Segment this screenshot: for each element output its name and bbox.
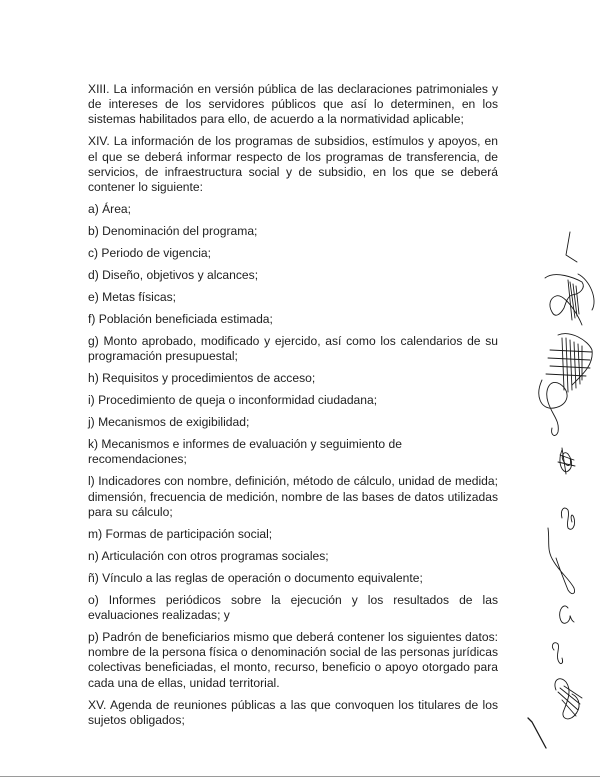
- signature-mark-6: [548, 528, 575, 594]
- signature-9: [555, 679, 582, 719]
- signature-mark-8: [552, 643, 562, 664]
- list-item-n: n) Articulación con otros programas sociales;: [88, 548, 329, 563]
- paragraph-xv: XV. Agenda de reuniones públicas a las que convoquen los titulares de los sujetos obligados;: [88, 697, 498, 727]
- list-item-d: d) Diseño, objetivos y alcances;: [88, 268, 259, 283]
- signature-mark-7: [560, 606, 574, 623]
- list-item-b: b) Denominación del programa;: [88, 224, 258, 239]
- list-item-l: l) Indicadores con nombre, definición, método de cálculo, unidad de medida; dimensión, frecuencia de medición, nombre de las bases de datos utilizadas para su cálculo;: [88, 474, 498, 519]
- signature-3: [539, 334, 592, 436]
- list-item-j: j) Mecanismos de exigibilidad;: [88, 415, 250, 430]
- signature-mark-1: [566, 232, 577, 262]
- list-item-i: i) Procedimiento de queja o inconformidad ciudadana;: [88, 393, 378, 408]
- list-item-enye: ñ) Vínculo a las reglas de operación o documento equivalente;: [88, 570, 423, 585]
- paragraph-xiii: XIII. La información en versión pública de las declaraciones patrimoniales y de intereses de los servidores públicos que así lo determinen, en los sistemas habilitados para ello, de acuerdo a la normatividad aplicable;: [88, 82, 498, 127]
- list-item-f: f) Población beneficiada estimada;: [88, 312, 273, 327]
- list-item-g: g) Monto aprobado, modificado y ejercido, así como los calendarios de su programación presupuestal;: [88, 334, 498, 364]
- list-item-o: o) Informes periódicos sobre la ejecución y los resultados de las evaluaciones realizadas; y: [88, 592, 498, 623]
- list-item-p: p) Padrón de beneficiarios mismo que deberá contener los siguientes datos: nombre de la persona física o denominación social de las personas jurídicas colectivas beneficiadas, el monto, recurso, beneficio o apoyo otorgado para cada una de ellas, unidad territorial.: [88, 630, 498, 690]
- margin-signatures: [520, 170, 600, 770]
- document-body: [88, 82, 498, 735]
- signature-mark-5: [561, 508, 574, 529]
- list-item-a: a) Área;: [88, 202, 132, 217]
- signature-4: [558, 448, 575, 474]
- list-item-m: m) Formas de participación social;: [88, 526, 273, 541]
- list-item-e: e) Metas físicas;: [88, 290, 177, 305]
- signature-mark-10: [528, 718, 546, 748]
- list-item-c: c) Periodo de vigencia;: [88, 246, 212, 261]
- list-item-k: k) Mecanismos e informes de evaluación y seguimiento de recomendaciones;: [88, 437, 402, 467]
- list-item-h: h) Requisitos y procedimientos de acceso;: [88, 371, 316, 386]
- bottom-edge-rule: [0, 776, 600, 777]
- paragraph-xiv: XIV. La información de los programas de subsidios, estímulos y apoyos, en el que se deberá informar respecto de los programas de transferencia, de servicios, de infraestructura social y de subsidio, en los que se deberá contener lo siguiente:: [88, 134, 498, 195]
- signature-2: [545, 274, 594, 325]
